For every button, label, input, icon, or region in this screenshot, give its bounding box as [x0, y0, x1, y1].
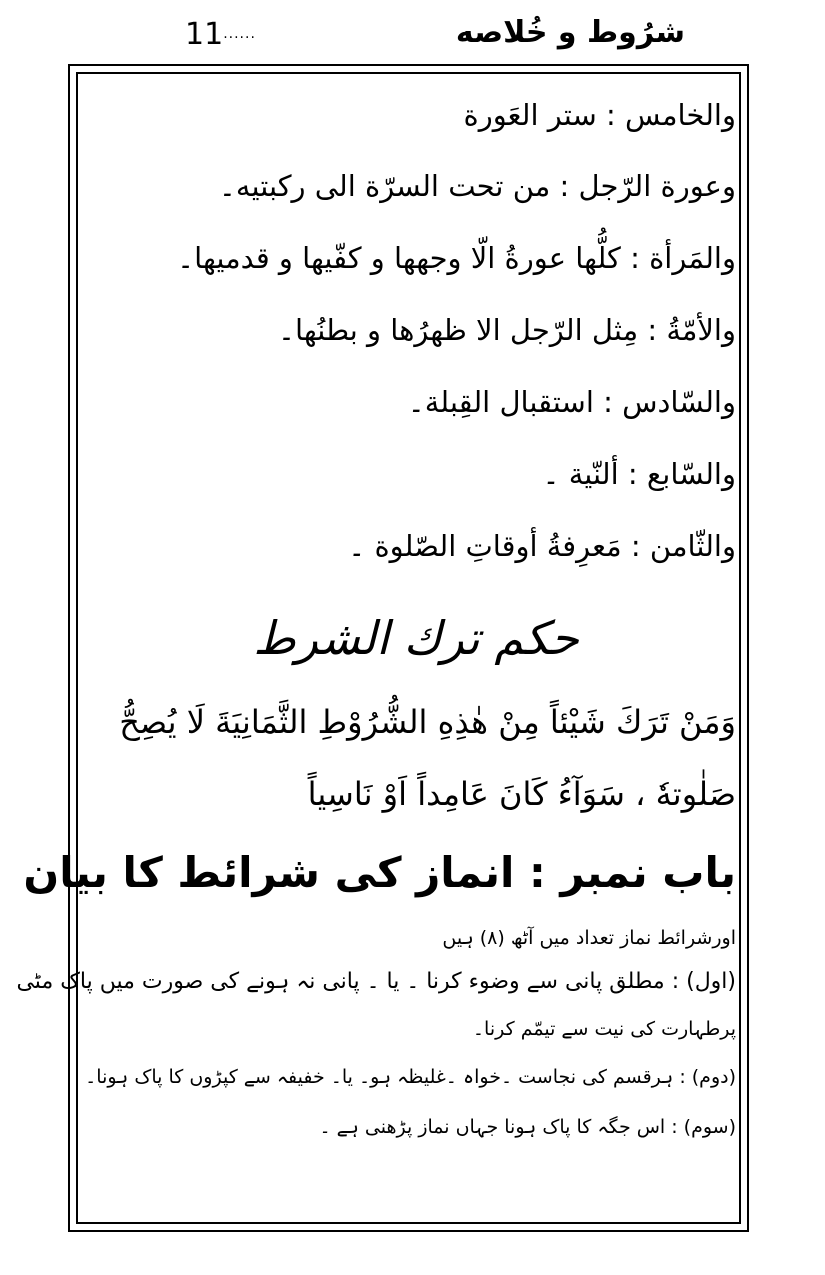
urdu-line: (دوم) : ہرقسم کی نجاست ۔خواہ ۔غلیظہ ہو۔ یا۔ خفیفہ سے کپڑوں کا پاک ہونا۔: [85, 1066, 736, 1088]
page-header: [0, 0, 825, 62]
chapter-heading: باب نمبر : انماز کی شرائط کا بیان: [23, 848, 736, 897]
condition-line: وعورة الرّجل : من تحت السرّة الى ركبتيه۔: [218, 169, 736, 203]
page-number-dots: ......: [223, 26, 256, 42]
condition-line: والخامس : ستر العَورة: [463, 98, 736, 132]
urdu-line: اورشرائط نماز تعداد میں آٹھ (۸) ہیں: [442, 927, 736, 949]
section-heading: حكم ترك الشرط: [253, 611, 579, 665]
page-number-value: 11: [185, 17, 224, 52]
book-title: شرُوط و خُلاصه: [455, 15, 685, 50]
condition-line: والسّابع : ألنّية ۔: [542, 457, 736, 491]
verse-line: صَلٰوتهٗ ، سَوَآءُ كَانَ عَامِداً اَوْ نَاسِياً: [307, 775, 736, 813]
condition-line: والأمّةُ : مِثل الرّجل الا ظهرُها و بطنُها۔: [278, 313, 736, 347]
condition-line: والمَرأة : كلُّها عورةُ الّا وجهها و كفّيها و قدميها۔: [177, 241, 736, 275]
page-number: [185, 14, 256, 55]
verse-line: وَمَنْ تَرَكَ شَيْئاً مِنْ هٰذِهِ الشُّرُوْطِ الثَّمَانِيَةَ لَا يُصِحُّ: [119, 703, 736, 741]
condition-line: والثّامن : مَعرِفةُ أوقاتِ الصّلوة ۔: [348, 529, 736, 563]
condition-line: والسّادس : استقبال القِبلة۔: [407, 385, 736, 419]
urdu-line: (اول) : مطلق پانی سے وضوء کرنا ۔ یا ۔ پانی نہ ہونے کی صورت میں پاک مٹی: [16, 969, 736, 994]
urdu-line: (سوم) : اس جگہ کا پاک ہونا جہاں نماز پڑھنی ہے ۔: [319, 1116, 736, 1138]
urdu-line: پرطہارت کی نیت سے تیمّم کرنا۔: [472, 1018, 736, 1040]
page-content: [16, 80, 736, 1152]
